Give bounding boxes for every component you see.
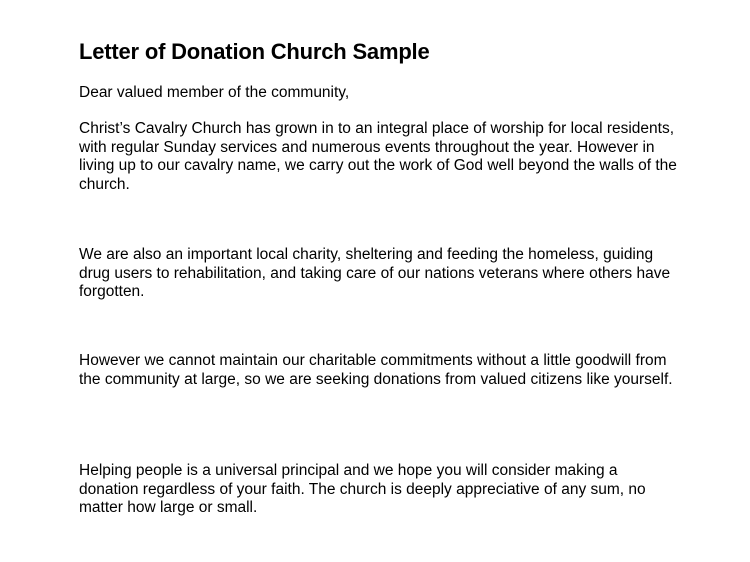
paragraph-closing: Helping people is a universal principal and we hope you will consider making a donation regardless of your faith. The church is deeply appreciative of any sum, no matter how large or small. bbox=[79, 462, 646, 516]
paragraph-church-intro: Christ’s Cavalry Church has grown in to an integral place of worship for local residents, with regular Sunday services and numerous events throughout the year. However in living up to our cavalry name, we carry out the work of God well beyond the walls of the church. bbox=[79, 120, 677, 193]
paragraph-donation-request: However we cannot maintain our charitable commitments without a little goodwill from the community at large, so we are seeking donations from valued citizens like yourself. bbox=[79, 352, 673, 388]
document-title: Letter of Donation Church Sample bbox=[79, 39, 430, 64]
salutation: Dear valued member of the community, bbox=[79, 84, 350, 101]
paragraph-charity-work: We are also an important local charity, sheltering and feeding the homeless, guiding drug users to rehabilitation, and taking care of our nations veterans where others have forgotten. bbox=[79, 246, 671, 300]
